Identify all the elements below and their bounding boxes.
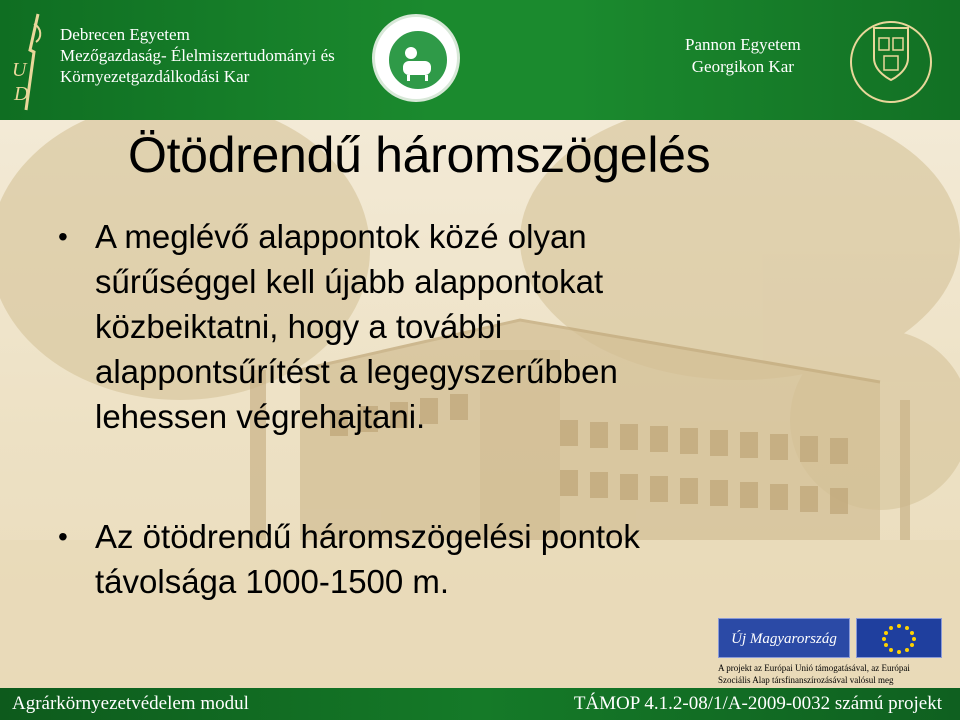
bullet-glyph: • [58,521,68,552]
left-institution-name [60,24,335,87]
slide-title: Ötödrendű háromszögelés [128,127,711,183]
universitas-pannonica-crest-icon [846,10,936,110]
right-institution-line: Pannon Egyetem [685,35,801,54]
left-institution-line: Mezőgazdaság- Élelmiszertudományi és [60,46,335,65]
eu-flag-icon [856,618,942,658]
bullet-text-line: közbeiktatni, hogy a további [95,308,503,345]
eu-note-line: Szociális Alap társfinanszírozásával valósul meg [718,675,894,685]
bullet-glyph: • [58,221,68,252]
seal-center [387,29,449,91]
right-institution-name [685,34,801,78]
right-institution-line: Georgikon Kar [691,57,794,76]
bullet-text-line: Az ötödrendű háromszögelési pontok [95,518,640,555]
svg-text:D: D [14,83,29,105]
bullet-text-line: sűrűséggel kell újabb alappontokat [95,263,604,300]
header-bar [0,0,960,120]
eu-funding-block [718,618,946,688]
left-institution-line: Környezetgazdálkodási Kar [60,67,250,86]
eu-stars-icon [857,619,941,657]
seal-figure [389,31,447,89]
eu-funding-note [718,662,946,686]
bullet-item [58,214,795,439]
bullet-text-line: lehessen végrehajtani. [95,398,426,435]
bullet-item [58,514,855,604]
ud-logo-icon [8,10,50,114]
svg-text:U: U [12,59,27,81]
footer-module-name: Agrárkörnyezetvédelem modul [12,693,249,714]
eu-note-line: A projekt az Európai Unió támogatásával, az Európai [718,663,910,673]
left-institution-line: Debrecen Egyetem [60,25,190,44]
bullet-text-line: alappontsűrítést a legegyszerűbben [95,353,618,390]
university-seal-icon [372,14,460,102]
bullet-text-line: távolsága 1000-1500 m. [95,563,450,600]
footer-project-id: TÁMOP 4.1.2-08/1/A-2009-0032 számú projekt [573,693,942,714]
footer-bar [0,688,960,720]
uj-magyarorszag-logo: Új Magyarország [718,618,850,658]
bullet-text-line: A meglévő alappontok közé olyan [95,218,587,255]
